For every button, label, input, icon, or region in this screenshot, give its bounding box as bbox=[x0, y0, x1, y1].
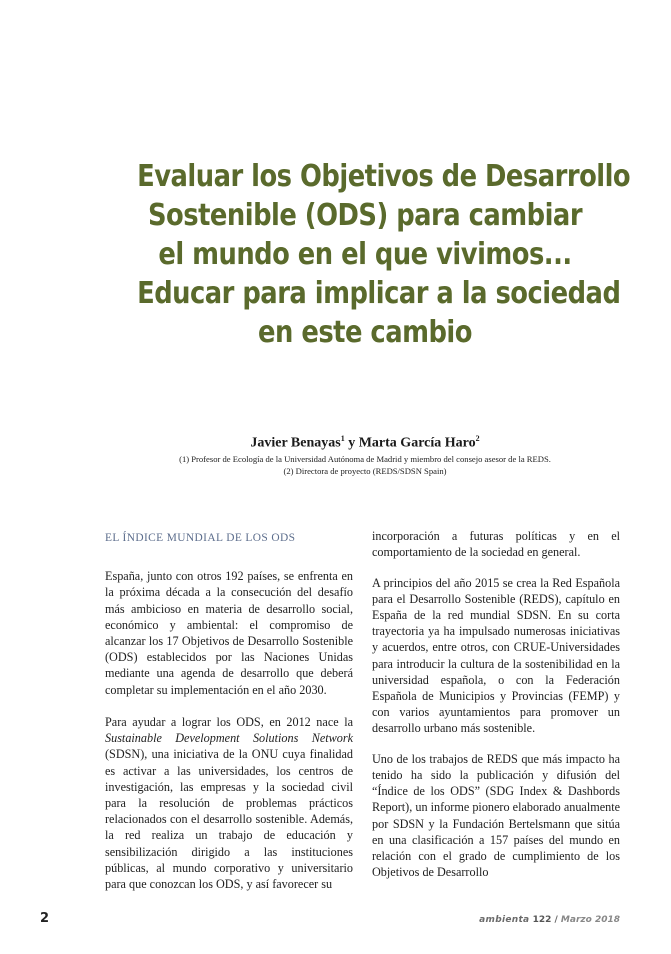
paragraph bbox=[105, 714, 353, 892]
author-connector: y bbox=[344, 435, 359, 451]
issue-date: Marzo 2018 bbox=[560, 915, 620, 925]
author-1: Javier Benayas bbox=[250, 435, 341, 451]
author-block bbox=[120, 430, 610, 477]
author-names bbox=[120, 430, 610, 453]
right-column bbox=[372, 528, 620, 895]
author-2: Marta García Haro bbox=[358, 435, 476, 451]
footer-credit bbox=[479, 915, 620, 925]
paragraph: A principios del año 2015 se crea la Red Española para el Desarrollo Sostenible (REDS), capítulo en España de la red mundial SDSN. En su corta trayectoria ya ha impulsado numerosas iniciativas y acuerdos, entre otros, con CRUE-Universidades para introducir la cultura de la sostenibilidad en la universidad española, o con la Federación Española de Municipios y Provincias (FEMP) y con varios ayuntamientos para promover un desarrollo urbano más sostenible. bbox=[372, 575, 620, 736]
footer-separator: / bbox=[551, 915, 561, 925]
page-number: 2 bbox=[40, 911, 50, 926]
affiliation-2: (2) Directora de proyecto (REDS/SDSN Spain) bbox=[283, 465, 447, 476]
author-2-ref: 2 bbox=[475, 434, 480, 443]
paragraph: incorporación a futuras políticas y en el comportamiento de la sociedad en general. bbox=[372, 529, 620, 560]
title-line: el mundo en el que vivimos... bbox=[158, 237, 572, 272]
left-column bbox=[105, 528, 353, 908]
title-line: en este cambio bbox=[258, 315, 472, 350]
title-line: Sostenible (ODS) para cambiar bbox=[147, 198, 583, 233]
affiliation-1: (1) Profesor de Ecología de la Universidad Autónoma de Madrid y miembro del consejo asesor de la REDS. bbox=[179, 453, 551, 464]
issue-number: 122 bbox=[532, 915, 552, 925]
paragraph: España, junto con otros 192 países, se enfrenta en la próxima década a la consecución del desafío más ambicioso en materia de desarrollo social, económico y ambiental: el compromiso de alcanzar los 17 Objetivos de Desarrollo Sostenible (ODS) establecidos por las Naciones Unidas mediante una agenda de desarrollo que deberá completar su implementación en el año 2030. bbox=[105, 569, 353, 697]
paragraph: Uno de los trabajos de REDS que más impacto ha tenido ha sido la publicación y difusión del “Índice de los ODS” (SDG Index & Dashbords Report), un informe pionero elaborado anualmente por SDSN y la Fundación Bertelsmann que sitúa en una clasificación a 157 países del mundo en relación con el grado de cumplimiento de los Objetivos de Desarrollo bbox=[372, 751, 620, 880]
title-line: Educar para implicar a la sociedad bbox=[137, 276, 621, 311]
paragraph-text: Para ayudar a lograr los ODS, en 2012 nace la bbox=[105, 715, 353, 730]
article-title bbox=[137, 157, 631, 352]
section-heading: EL ÍNDICE MUNDIAL DE LOS ODS bbox=[105, 532, 296, 544]
paragraph-text: (SDSN), una iniciativa de la ONU cuya finalidad es activar a las universidades, los centros de investigación, las empresas y la sociedad civil para la resolución de problemas prácticos relacionados con el desarrollo sostenible. Además, la red realiza un trabajo de educación y sensibilización dirigido a las instituciones públicas, al mundo corporativo y universitario para que conozcan los ODS, y así favorecer su bbox=[105, 747, 353, 892]
author-1-ref: 1 bbox=[340, 434, 345, 443]
title-line: Evaluar los Objetivos de Desarrollo bbox=[137, 159, 631, 194]
paragraph-italic-text: Sustainable Development Solutions Network bbox=[105, 731, 353, 746]
magazine-name: ambienta bbox=[479, 915, 530, 925]
